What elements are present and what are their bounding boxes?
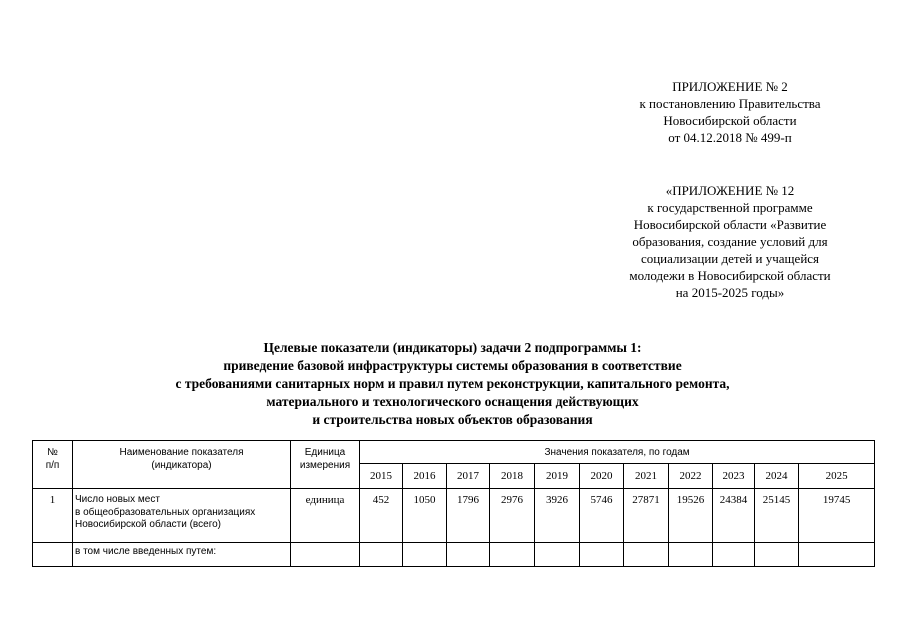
year-cell: 2015 bbox=[360, 464, 403, 489]
value-cell: 19745 bbox=[799, 489, 875, 543]
indicators-table bbox=[32, 440, 875, 567]
value-cell: 5746 bbox=[580, 489, 624, 543]
row-unit: единица bbox=[291, 489, 360, 543]
value-cell bbox=[669, 543, 713, 567]
annex-1-line-3: Новосибирской области bbox=[663, 113, 797, 128]
value-cell bbox=[360, 543, 403, 567]
header-name-line-2: (индикатора) bbox=[151, 460, 212, 471]
value-cell: 24384 bbox=[713, 489, 755, 543]
annex-2-block bbox=[560, 182, 900, 301]
annex-2-line-2: к государственной программе bbox=[647, 200, 813, 215]
value-cell: 3926 bbox=[535, 489, 580, 543]
row-indicator-name bbox=[73, 543, 291, 567]
annex-2-line-3: Новосибирской области «Развитие bbox=[633, 217, 827, 232]
annex-2-line-6: молодежи в Новосибирской области bbox=[629, 268, 831, 283]
header-unit bbox=[291, 441, 360, 489]
row-unit bbox=[291, 543, 360, 567]
year-cell: 2024 bbox=[755, 464, 799, 489]
year-cell: 2025 bbox=[799, 464, 875, 489]
year-cell: 2019 bbox=[535, 464, 580, 489]
annex-2-line-4: образования, создание условий для bbox=[632, 234, 828, 249]
row-number: 1 bbox=[33, 489, 73, 543]
header-num-line-2: п/п bbox=[45, 460, 60, 471]
year-cell: 2022 bbox=[669, 464, 713, 489]
header-name bbox=[73, 441, 291, 489]
value-cell bbox=[447, 543, 490, 567]
header-values: Значения показателя, по годам bbox=[360, 441, 875, 464]
title-line-4: материального и технологического оснащения действующих bbox=[266, 394, 639, 409]
value-cell bbox=[580, 543, 624, 567]
row-name-line-1: Число новых мест bbox=[75, 494, 160, 505]
table-row bbox=[33, 543, 875, 567]
header-unit-line-1: Единица bbox=[304, 447, 346, 458]
annex-1-line-2: к постановлению Правительства bbox=[639, 96, 821, 111]
value-cell: 19526 bbox=[669, 489, 713, 543]
row-name-line-1: в том числе введенных путем: bbox=[75, 546, 217, 557]
header-unit-line-2: измерения bbox=[299, 460, 351, 471]
header-num-line-1: № bbox=[47, 447, 58, 458]
annex-2-line-1: «ПРИЛОЖЕНИЕ № 12 bbox=[665, 183, 795, 198]
title-line-3: с требованиями санитарных норм и правил путем реконструкции, капитального ремонта, bbox=[175, 376, 730, 391]
table-header-row bbox=[33, 441, 875, 464]
value-cell bbox=[713, 543, 755, 567]
annex-1-block bbox=[560, 78, 900, 146]
value-cell: 27871 bbox=[624, 489, 669, 543]
value-cell: 1796 bbox=[447, 489, 490, 543]
row-name-line-2: в общеобразовательных организациях bbox=[75, 506, 256, 518]
header-num bbox=[33, 441, 73, 489]
annex-1-line-1: ПРИЛОЖЕНИЕ № 2 bbox=[672, 79, 788, 94]
value-cell: 25145 bbox=[755, 489, 799, 543]
year-cell: 2018 bbox=[490, 464, 535, 489]
value-cell bbox=[799, 543, 875, 567]
value-cell: 452 bbox=[360, 489, 403, 543]
value-cell bbox=[490, 543, 535, 567]
year-cell: 2017 bbox=[447, 464, 490, 489]
title-line-5: и строительства новых объектов образования bbox=[312, 412, 593, 427]
year-cell: 2023 bbox=[713, 464, 755, 489]
row-indicator-name bbox=[73, 489, 291, 543]
document-title bbox=[0, 339, 905, 429]
row-number bbox=[33, 543, 73, 567]
title-line-1: Целевые показатели (индикаторы) задачи 2 подпрограммы 1: bbox=[263, 340, 642, 355]
value-cell: 1050 bbox=[403, 489, 447, 543]
annex-1-line-4: от 04.12.2018 № 499-п bbox=[668, 130, 792, 145]
year-cell: 2016 bbox=[403, 464, 447, 489]
annex-2-line-5: социализации детей и учащейся bbox=[640, 251, 820, 266]
title-line-2: приведение базовой инфраструктуры системы образования в соответствие bbox=[223, 358, 682, 373]
value-cell: 2976 bbox=[490, 489, 535, 543]
value-cell bbox=[755, 543, 799, 567]
table-row bbox=[33, 489, 875, 543]
value-cell bbox=[403, 543, 447, 567]
year-cell: 2020 bbox=[580, 464, 624, 489]
row-name-line-3: Новосибирской области (всего) bbox=[75, 519, 222, 530]
value-cell bbox=[535, 543, 580, 567]
annex-2-line-7: на 2015-2025 годы» bbox=[675, 285, 785, 300]
year-cell: 2021 bbox=[624, 464, 669, 489]
value-cell bbox=[624, 543, 669, 567]
header-name-line-1: Наименование показателя bbox=[119, 447, 244, 458]
